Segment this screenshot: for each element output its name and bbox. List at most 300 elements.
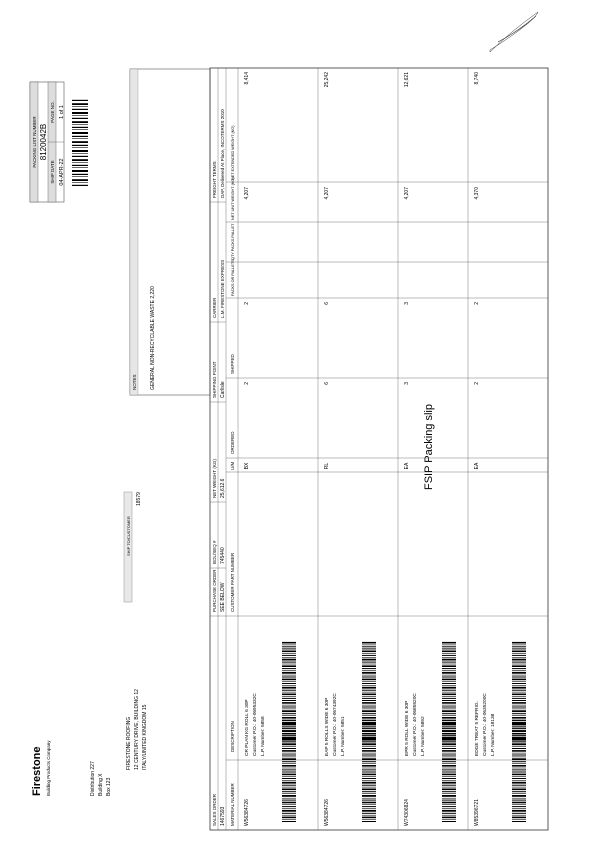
- row-barcode-bar: [512, 690, 526, 691]
- row-unit-weight: 4,370: [474, 187, 480, 200]
- row-barcode-bar: [512, 642, 526, 644]
- row-barcode-bar: [362, 774, 376, 776]
- row-barcode-bar: [362, 679, 376, 681]
- row-barcode-bar: [282, 774, 296, 776]
- row-barcode-bar: [442, 668, 456, 669]
- row-barcode-bar: [282, 670, 296, 671]
- row-barcode-bar: [282, 668, 296, 669]
- row-barcode-bar: [512, 808, 526, 809]
- row-barcode-bar: [442, 651, 456, 653]
- row-barcode-bar: [282, 687, 296, 689]
- row-barcode-bar: [362, 677, 376, 678]
- row-barcode-bar: [362, 662, 376, 663]
- row-barcode-bar: [282, 692, 296, 693]
- row-barcode-bar: [442, 677, 456, 678]
- row-barcode-bar: [362, 709, 376, 710]
- row-barcode-bar: [362, 776, 376, 777]
- row-barcode-bar: [512, 702, 526, 704]
- row-barcode-bar: [512, 665, 526, 667]
- row-barcode-bar: [442, 819, 456, 820]
- row-barcode-bar: [512, 815, 526, 816]
- row-barcode-bar: [282, 726, 296, 727]
- row-barcode-bar: [442, 698, 456, 699]
- row-barcode-bar: [362, 735, 376, 736]
- row-barcode-bar: [282, 696, 296, 697]
- row-barcode-bar: [512, 785, 526, 786]
- row-barcode-bar: [442, 657, 456, 658]
- row-barcode-bar: [282, 785, 296, 786]
- row-barcode-bar: [512, 768, 526, 769]
- row-barcode-bar: [512, 746, 526, 747]
- row-barcode-bar: [442, 769, 456, 770]
- row-barcode-bar: [512, 700, 526, 701]
- row-shipped: 2: [474, 302, 480, 305]
- row-barcode-bar: [512, 761, 526, 762]
- row-barcode-bar: [442, 733, 456, 734]
- row-barcode-bar: [512, 679, 526, 681]
- row-barcode-bar: [442, 713, 456, 714]
- ship-date: 04-APR-22: [59, 158, 65, 186]
- ship-to-line-3: ITALY/UNITED KINGDOM 15: [142, 704, 148, 770]
- row-barcode-bar: [282, 672, 296, 674]
- row-barcode-bar: [362, 696, 376, 697]
- row-barcode-bar: [282, 789, 296, 791]
- row-barcode-bar: [282, 800, 296, 801]
- row-barcode-bar: [442, 726, 456, 727]
- row-barcode-bar: [282, 653, 296, 654]
- col-shipped: SHIPPED: [230, 354, 235, 374]
- row-barcode-bar: [282, 735, 296, 736]
- row-barcode-bar: [362, 765, 376, 767]
- row-barcode-bar: [442, 683, 456, 684]
- row-barcode-bar: [512, 789, 526, 791]
- row-barcode-bar: [282, 690, 296, 691]
- shipping-point-label: SHIPPING POINT: [212, 361, 217, 398]
- row-ordered: 2: [244, 382, 250, 385]
- row-barcode-bar: [282, 698, 296, 699]
- row-material: W85396721: [474, 799, 480, 826]
- row-barcode-bar: [512, 648, 526, 649]
- row-barcode-bar: [362, 681, 376, 682]
- row-barcode-bar: [512, 726, 526, 727]
- row-uom: EA: [474, 462, 480, 470]
- sender-line-1: Distribution 227: [90, 761, 96, 796]
- row-barcode-bar: [362, 791, 376, 792]
- row-barcode-bar: [442, 817, 456, 819]
- row-barcode-bar: [512, 776, 526, 777]
- row-barcode-bar: [282, 657, 296, 658]
- row-barcode-bar: [512, 696, 526, 697]
- row-barcode-bar: [282, 681, 296, 682]
- page-no-label: PAGE NO.: [50, 101, 55, 123]
- col-customer-part: CUSTOMER PART NUMBER: [230, 552, 235, 612]
- row-uom: EA: [404, 462, 410, 470]
- col-uom: U/M: [230, 461, 235, 470]
- row-barcode-bar: [282, 813, 296, 814]
- row-shipped: 3: [404, 302, 410, 305]
- row-barcode-bar: [362, 651, 376, 653]
- row-barcode-bar: [442, 795, 456, 797]
- row-barcode-bar: [362, 808, 376, 809]
- row-barcode-bar: [442, 765, 456, 767]
- row-barcode-bar: [362, 645, 376, 646]
- row-barcode-bar: [442, 709, 456, 710]
- row-barcode-bar: [282, 750, 296, 752]
- row-barcode-bar: [282, 662, 296, 663]
- row-barcode-bar: [442, 665, 456, 667]
- row-barcode-bar: [442, 793, 456, 794]
- row-barcode-bar: [282, 758, 296, 760]
- row-barcode-bar: [362, 722, 376, 723]
- row-barcode-bar: [282, 700, 296, 701]
- row-desc-line: CR PLAN KG ROLL 6 30P: [245, 699, 250, 756]
- row-barcode-bar: [282, 679, 296, 681]
- row-barcode-bar: [282, 819, 296, 820]
- row-barcode-bar: [362, 664, 376, 665]
- row-barcode-bar: [282, 780, 296, 781]
- row-barcode-bar: [362, 750, 376, 752]
- row-barcode-bar: [362, 668, 376, 669]
- row-ext-weight: 12,621: [404, 72, 410, 88]
- row-barcode-bar: [442, 782, 456, 784]
- row-barcode-bar: [362, 800, 376, 801]
- sales-order-value: 1467593: [220, 806, 226, 826]
- row-ext-weight: 8,740: [474, 72, 480, 85]
- row-barcode-bar: [362, 675, 376, 676]
- row-barcode-bar: [442, 806, 456, 807]
- row-barcode-bar: [362, 713, 376, 714]
- row-barcode-bar: [282, 804, 296, 805]
- row-barcode-bar: [442, 685, 456, 686]
- row-barcode-bar: [512, 670, 526, 671]
- row-barcode-bar: [512, 646, 526, 647]
- row-barcode-bar: [362, 707, 376, 708]
- row-barcode-bar: [442, 774, 456, 776]
- row-barcode-bar: [282, 737, 296, 738]
- row-barcode-bar: [512, 724, 526, 726]
- row-barcode-bar: [282, 791, 296, 792]
- row-barcode-bar: [442, 646, 456, 647]
- row-barcode-bar: [512, 758, 526, 760]
- row-barcode-bar: [282, 655, 296, 656]
- notes-box: [130, 69, 210, 395]
- row-barcode-bar: [282, 710, 296, 712]
- row-barcode-bar: [362, 813, 376, 814]
- row-unit-weight: 4,207: [244, 187, 250, 200]
- row-ext-weight: 8,414: [244, 72, 250, 85]
- row-barcode-bar: [512, 755, 526, 756]
- carrier-label: CARRIER: [212, 297, 217, 318]
- row-barcode-bar: [512, 798, 526, 799]
- row-barcode-bar: [282, 806, 296, 807]
- ship-to-code: 18579: [136, 492, 142, 506]
- row-barcode-bar: [512, 698, 526, 699]
- row-barcode-bar: [442, 645, 456, 646]
- row-barcode-bar: [362, 642, 376, 644]
- row-barcode-bar: [282, 782, 296, 784]
- row-barcode-bar: [362, 690, 376, 691]
- row-barcode-bar: [512, 748, 526, 749]
- row-barcode-bar: [362, 665, 376, 667]
- row-barcode-bar: [512, 782, 526, 784]
- row-desc-line: Customer P.O.: 40-0685920C: [413, 693, 418, 756]
- row-barcode-bar: [442, 692, 456, 693]
- row-barcode-bar: [282, 821, 296, 822]
- row-barcode-bar: [362, 670, 376, 671]
- row-barcode-bar: [362, 810, 376, 812]
- row-barcode-bar: [362, 715, 376, 716]
- row-barcode-bar: [362, 720, 376, 721]
- row-barcode-bar: [512, 664, 526, 665]
- row-barcode-bar: [282, 705, 296, 706]
- row-barcode-bar: [362, 763, 376, 764]
- row-desc-line: Customer P.O.: 40-0674392C: [333, 693, 338, 756]
- row-desc-line: L.P. Number: 5892: [421, 716, 426, 756]
- sender-line-2: Building X: [98, 773, 104, 796]
- page-no: 1 of 1: [59, 105, 65, 119]
- row-barcode-bar: [282, 741, 296, 742]
- col-description: DESCRIPTION: [230, 721, 235, 752]
- row-barcode-bar: [362, 746, 376, 747]
- row-barcode-bar: [512, 769, 526, 770]
- row-barcode-bar: [512, 651, 526, 653]
- row-barcode-bar: [282, 802, 296, 804]
- row-barcode-bar: [442, 653, 456, 654]
- table-header: [226, 68, 548, 830]
- row-barcode-bar: [442, 715, 456, 716]
- row-ext-weight: 25,242: [324, 72, 330, 88]
- row-barcode-bar: [512, 735, 526, 736]
- row-barcode-bar: [442, 717, 456, 719]
- row-barcode-bar: [282, 795, 296, 797]
- bol-label: BOL/SEQ #: [212, 540, 217, 564]
- row-barcode-bar: [282, 761, 296, 762]
- row-barcode-bar: [362, 793, 376, 794]
- row-barcode-bar: [512, 813, 526, 814]
- row-desc-line: Customer P.O.: 40-0635200C: [483, 693, 488, 756]
- row-barcode-bar: [442, 662, 456, 663]
- row-barcode-bar: [512, 819, 526, 820]
- row-barcode-bar: [362, 769, 376, 770]
- row-barcode-bar: [512, 791, 526, 792]
- row-barcode-bar: [512, 737, 526, 738]
- row-barcode-bar: [282, 709, 296, 710]
- row-barcode-bar: [512, 795, 526, 797]
- row-barcode-bar: [282, 808, 296, 809]
- row-barcode-bar: [362, 782, 376, 784]
- row-barcode-bar: [442, 648, 456, 649]
- row-barcode-bar: [512, 659, 526, 661]
- row-barcode-bar: [442, 780, 456, 781]
- row-shipped: 6: [324, 302, 330, 305]
- row-barcode-bar: [362, 646, 376, 647]
- row-uom: BX: [244, 462, 250, 470]
- row-barcode-bar: [442, 813, 456, 814]
- row-barcode-bar: [282, 702, 296, 704]
- row-barcode-bar: [512, 707, 526, 708]
- row-barcode-bar: [282, 665, 296, 667]
- row-barcode-bar: [362, 737, 376, 738]
- row-barcode-bar: [442, 642, 456, 644]
- row-barcode-bar: [442, 778, 456, 779]
- row-barcode-bar: [512, 772, 526, 773]
- row-barcode-bar: [362, 780, 376, 781]
- row-barcode-bar: [442, 664, 456, 665]
- row-material: W56384726: [324, 799, 330, 826]
- row-barcode-bar: [442, 800, 456, 801]
- row-barcode-bar: [512, 765, 526, 767]
- row-barcode-bar: [442, 738, 456, 740]
- row-barcode-bar: [362, 821, 376, 822]
- row-barcode-bar: [442, 746, 456, 747]
- col-net-extended: NET EXTENDED WEIGHT (KG): [231, 125, 235, 180]
- row-barcode-bar: [512, 778, 526, 779]
- row-barcode-bar: [512, 677, 526, 678]
- row-barcode-bar: [512, 705, 526, 706]
- pl-number: 8120042B: [39, 123, 48, 161]
- row-barcode-bar: [512, 653, 526, 654]
- row-barcode-bar: [362, 648, 376, 649]
- row-desc-line: EAP 5 ROLLS WIDE 6 30P: [325, 697, 330, 756]
- col-net-unit: NET UNIT WEIGHT (KG): [231, 177, 235, 220]
- row-barcode-bar: [362, 698, 376, 699]
- row-barcode-bar: [282, 755, 296, 756]
- row-barcode-bar: [362, 705, 376, 706]
- row-barcode-bar: [512, 787, 526, 788]
- row-barcode-bar: [512, 645, 526, 646]
- row-barcode-bar: [282, 646, 296, 647]
- row-barcode-bar: [512, 817, 526, 819]
- sender-line-3: Box 123: [106, 777, 112, 796]
- row-barcode-bar: [362, 659, 376, 661]
- row-barcode-bar: [512, 675, 526, 676]
- company-logo: Firestone: [31, 746, 43, 796]
- row-barcode-bar: [362, 789, 376, 791]
- row-barcode-bar: [362, 728, 376, 729]
- row-barcode-bar: [362, 738, 376, 740]
- row-barcode-bar: [512, 810, 526, 812]
- row-desc-line: Customer P.O.: 40-0695332C: [253, 693, 258, 756]
- row-barcode-bar: [362, 687, 376, 689]
- shipping-point-value: Carlisle: [220, 381, 226, 398]
- row-barcode-bar: [442, 722, 456, 723]
- row-barcode-bar: [442, 810, 456, 812]
- row-barcode-bar: [362, 798, 376, 799]
- row-barcode-bar: [362, 761, 376, 762]
- row-barcode-bar: [512, 655, 526, 656]
- row-barcode-bar: [512, 780, 526, 781]
- row-barcode-bar: [282, 728, 296, 729]
- row-barcode-bar: [362, 785, 376, 786]
- ship-to-line-1: FIRESTONE ROOFING: [126, 716, 132, 770]
- row-barcode-bar: [512, 774, 526, 776]
- row-desc-line: EDGE TREAT 5 REFRIG.: [475, 701, 480, 756]
- row-barcode-bar: [282, 769, 296, 770]
- row-material: W74306824: [404, 799, 410, 826]
- row-uom: RL: [324, 462, 330, 470]
- row-barcode-bar: [512, 802, 526, 804]
- row-barcode-bar: [362, 815, 376, 816]
- row-barcode-bar: [442, 802, 456, 804]
- row-barcode-bar: [442, 743, 456, 744]
- row-barcode-bar: [282, 694, 296, 696]
- row-barcode-bar: [512, 713, 526, 714]
- main-form: [210, 68, 548, 830]
- row-barcode-bar: [442, 758, 456, 760]
- row-barcode-bar: [442, 702, 456, 704]
- row-barcode-bar: [362, 755, 376, 756]
- row-barcode-bar: [512, 687, 526, 689]
- row-shipped: 2: [244, 302, 250, 305]
- row-barcode-bar: [282, 707, 296, 708]
- row-barcode-bar: [282, 648, 296, 649]
- row-barcode-bar: [512, 717, 526, 719]
- row-barcode-bar: [362, 768, 376, 769]
- row-barcode-bar: [512, 657, 526, 658]
- table-rows: [244, 68, 548, 830]
- row-barcode-bar: [442, 750, 456, 752]
- row-barcode-bar: [442, 710, 456, 712]
- row-barcode-bar: [362, 717, 376, 719]
- freight-terms-value: DAP, Delivered At Place, INCOTERMS 2010: [220, 109, 225, 198]
- signature: [490, 12, 538, 52]
- row-barcode-bar: [512, 722, 526, 723]
- row-barcode-bar: [512, 741, 526, 742]
- row-barcode-bar: [512, 750, 526, 752]
- row-barcode-bar: [442, 694, 456, 696]
- row-barcode-bar: [282, 738, 296, 740]
- row-unit-weight: 4,207: [404, 187, 410, 200]
- row-barcode-bar: [282, 733, 296, 734]
- row-unit-weight: 4,207: [324, 187, 330, 200]
- row-barcode-bar: [282, 730, 296, 732]
- row-barcode-bar: [442, 687, 456, 689]
- row-barcode-bar: [282, 722, 296, 723]
- row-barcode-bar: [512, 710, 526, 712]
- row-barcode-bar: [442, 696, 456, 697]
- pl-number-label: PACKING LIST NUMBER: [32, 116, 37, 168]
- freight-terms-label: FREIGHT TERMS: [212, 161, 217, 198]
- sales-order-label: SALES ORDER: [212, 793, 217, 826]
- row-barcode-bar: [362, 724, 376, 726]
- row-barcode-bar: [282, 810, 296, 812]
- row-barcode-bar: [512, 681, 526, 682]
- row-barcode-bar: [442, 768, 456, 769]
- row-barcode-bar: [362, 700, 376, 701]
- row-barcode-bar: [512, 683, 526, 684]
- net-weight-label: NET WEIGHT (KG): [212, 459, 217, 498]
- row-barcode-bar: [282, 815, 296, 816]
- row-barcode-bar: [442, 675, 456, 676]
- row-barcode-bar: [362, 748, 376, 749]
- row-barcode-bar: [282, 793, 296, 794]
- row-barcode-bar: [512, 757, 526, 758]
- row-barcode-bar: [282, 677, 296, 678]
- row-barcode-bar: [362, 795, 376, 797]
- row-material: W56384726: [244, 799, 250, 826]
- company-subtitle: Building Products Company: [46, 740, 51, 796]
- row-barcode-bar: [442, 821, 456, 822]
- row-barcode-bar: [282, 659, 296, 661]
- row-barcode-bar: [442, 798, 456, 799]
- notes-label: NOTES: [132, 374, 137, 390]
- row-barcode-bar: [512, 743, 526, 744]
- row-barcode-bar: [512, 804, 526, 805]
- row-barcode-bar: [282, 757, 296, 758]
- row-barcode-bar: [362, 787, 376, 788]
- row-barcode-bar: [512, 793, 526, 794]
- row-barcode-bar: [282, 715, 296, 716]
